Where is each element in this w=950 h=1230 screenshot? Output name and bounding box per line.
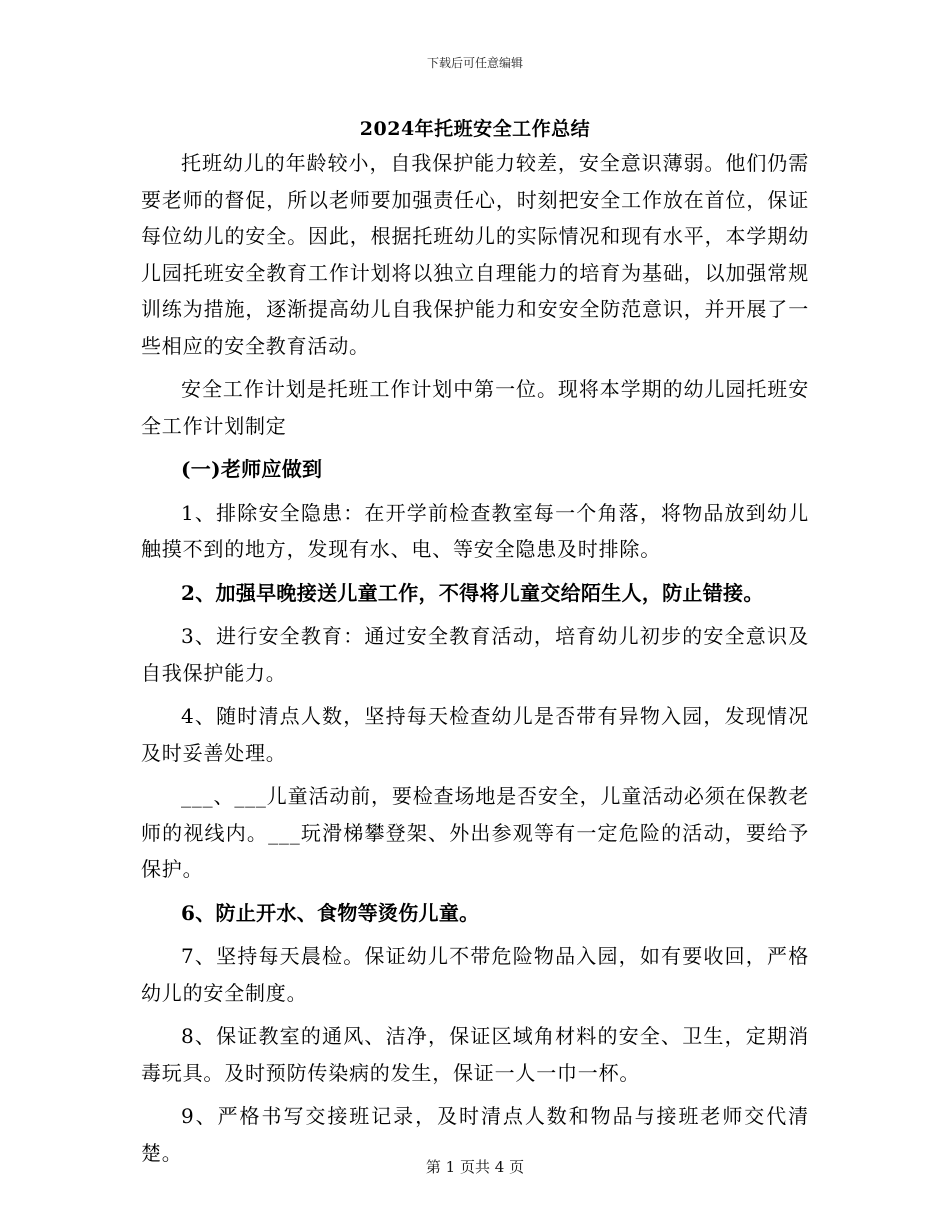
list-item-8: 8、保证教室的通风、洁净，保证区域角材料的安全、卫生，定期消毒玩具。及时预防传染病的发生，保证一人一巾一杯。 [141, 1024, 809, 1085]
document-title: 2024年托班安全工作总结 [359, 118, 591, 140]
list-item-9: 9、严格书写交接班记录，及时清点人数和物品与接班老师交代清楚。 [141, 1104, 809, 1165]
list-item-2: 2、加强早晚接送儿童工作，不得将儿童交给陌生人，防止错接。 [181, 580, 764, 605]
section-heading-teacher: (一)老师应做到 [181, 457, 323, 481]
list-item-1: 1、排除安全隐患：在开学前检查教室每一个角落，将物品放到幼儿触摸不到的地方，发现有水、电、等安全隐患及时排除。 [141, 500, 809, 561]
list-item-3: 3、进行安全教育：通过安全教育活动，培育幼儿初步的安全意识及自我保护能力。 [141, 624, 809, 685]
paragraph-plan: 安全工作计划是托班工作计划中第一位。现将本学期的幼儿园托班安全工作计划制定 [141, 377, 809, 438]
list-item-6: 6、防止开水、食物等烫伤儿童。 [181, 900, 480, 925]
list-item-7: 7、坚持每天晨检。保证幼儿不带危险物品入园，如有要收回，严格幼儿的安全制度。 [141, 944, 809, 1005]
document-body [141, 145, 809, 1178]
header-note: 下载后可任意编辑 [426, 56, 523, 70]
list-item-4: 4、随时清点人数，坚持每天检查幼儿是否带有异物入园，发现情况及时妥善处理。 [141, 704, 809, 765]
page-footer: 第 1 页共 4 页 [425, 1158, 525, 1176]
list-item-5: ___、___儿童活动前，要检查场地是否安全，儿童活动必须在保教老师的视线内。___玩滑梯攀登架、外出参观等有一定危险的活动，要给予保护。 [141, 784, 809, 881]
paragraph-intro: 托班幼儿的年龄较小，自我保护能力较差，安全意识薄弱。他们仍需要老师的督促，所以老师要加强责任心，时刻把安全工作放在首位，保证每位幼儿的安全。因此，根据托班幼儿的实际情况和现有水平，本学期幼儿园托班安全教育工作计划将以独立自理能力的培育为基础，以加强常规训练为措施，逐渐提高幼儿自我保护能力和安安全防范意识，并开展了一些相应的安全教育活动。 [141, 151, 809, 358]
